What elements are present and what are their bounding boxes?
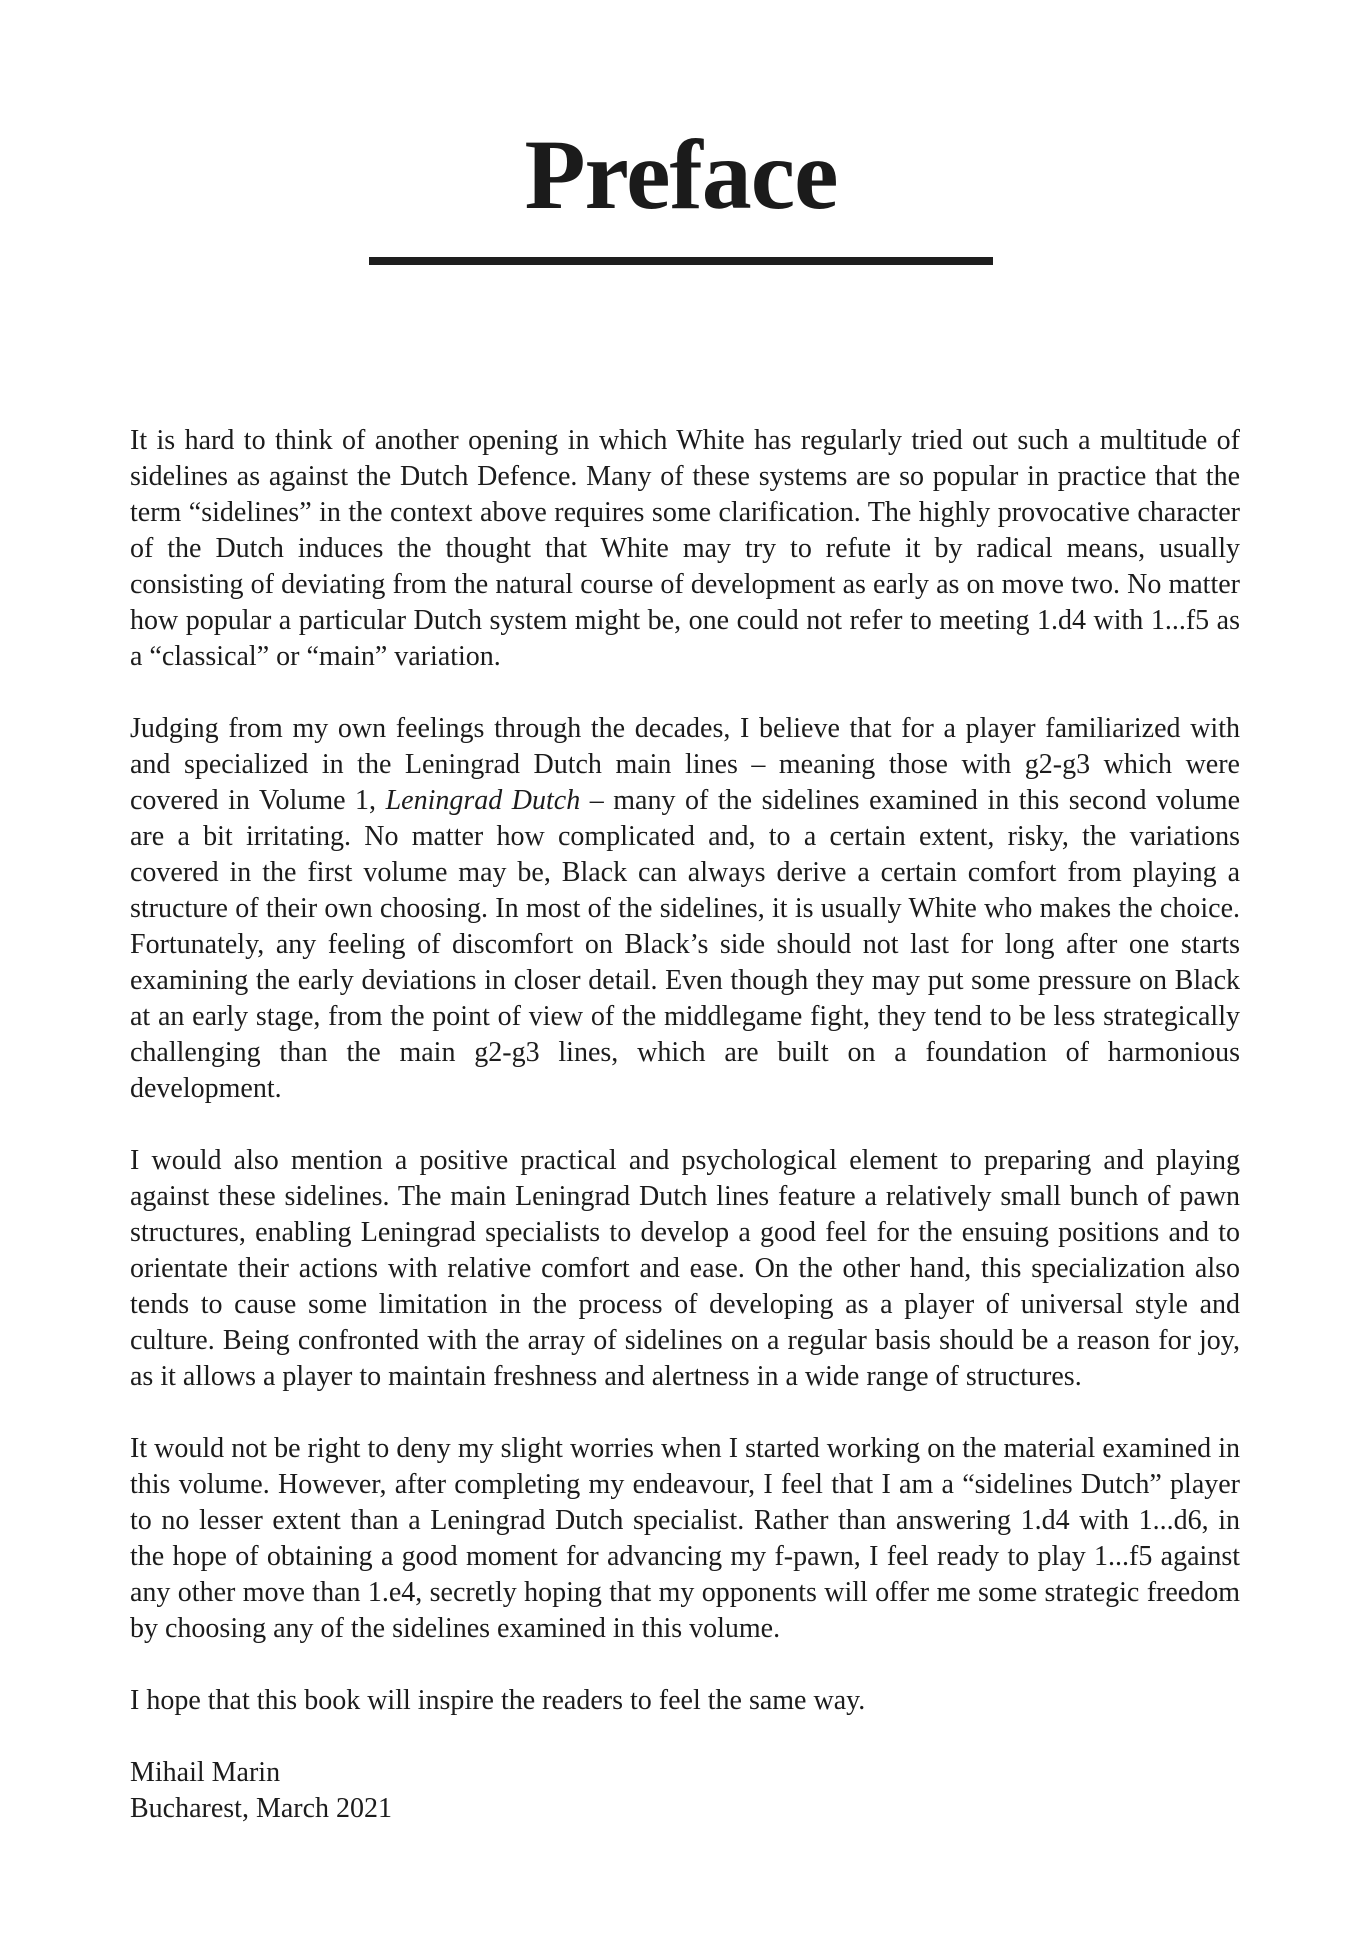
signature-block [130, 1755, 1240, 1827]
paragraph-text: It would not be right to deny my slight worries when I started working on the material examined in this volume. However, after completing my endeavour, I feel that I am a “sidelines Dutch” player to no lesser extent than a Leningrad Dutch specialist. Rather than answering 1.d4 with 1...d6, in the hope of obtaining a good moment for advancing my f-pawn, I feel ready to play 1...f5 against any other move than 1.e4, secretly hoping that my opponents will offer me some strategic freedom by choosing any of the sidelines examined in this volume. [130, 1433, 1240, 1644]
preface-body-text [130, 423, 1240, 1719]
paragraph [130, 1431, 1240, 1647]
title-underline-rule [369, 257, 993, 265]
signature-place-date: Bucharest, March 2021 [130, 1793, 393, 1824]
paragraph-text: Judging from my own feelings through the decades, I believe that for a player familiarized with and specialized in the Leningrad Dutch main lines – meaning those with g2-g3 which were covered in Volume 1, [130, 713, 1240, 816]
paragraph [130, 1143, 1240, 1395]
italic-book-title: Leningrad Dutch [385, 785, 581, 816]
paragraph [130, 423, 1240, 675]
paragraph [130, 1683, 1240, 1719]
paragraph-text: – many of the sidelines examined in this second volume are a bit irritating. No matter how complicated and, to a certain extent, risky, the variations covered in the first volume may be, Black can always derive a certain comfort from playing a structure of their own choosing. In most of the sidelines, it is usually White who makes the choice. Fortunately, any feeling of discomfort on Black’s side should not last for long after one starts examining the early deviations in closer detail. Even though they may put some pressure on Black at an early stage, from the point of view of the middlegame fight, they tend to be less strategically challenging than the main g2-g3 lines, which are built on a foundation of harmonious development. [130, 785, 1240, 1104]
page-title: Preface [524, 119, 838, 230]
author-name: Mihail Marin [130, 1757, 281, 1788]
paragraph-text: It is hard to think of another opening in which White has regularly tried out such a multitude of sidelines as against the Dutch Defence. Many of these systems are so popular in practice that the term “sidelines” in the context above requires some clarification. The highly provocative character of the Dutch induces the thought that White may try to refute it by radical means, usually consisting of deviating from the natural course of development as early as on move two. No matter how popular a particular Dutch system might be, one could not refer to meeting 1.d4 with 1...f5 as a “classical” or “main” variation. [130, 425, 1240, 672]
paragraph [130, 711, 1240, 1107]
paragraph-text: I would also mention a positive practical and psychological element to preparing and playing against these sidelines. The main Leningrad Dutch lines feature a relatively small bunch of pawn structures, enabling Leningrad specialists to develop a good feel for the ensuing positions and to orientate their actions with relative comfort and ease. On the other hand, this specialization also tends to cause some limitation in the process of developing as a player of universal style and culture. Being confronted with the array of sidelines on a regular basis should be a reason for joy, as it allows a player to maintain freshness and alertness in a wide range of structures. [130, 1145, 1240, 1392]
paragraph-text: I hope that this book will inspire the readers to feel the same way. [130, 1685, 866, 1716]
